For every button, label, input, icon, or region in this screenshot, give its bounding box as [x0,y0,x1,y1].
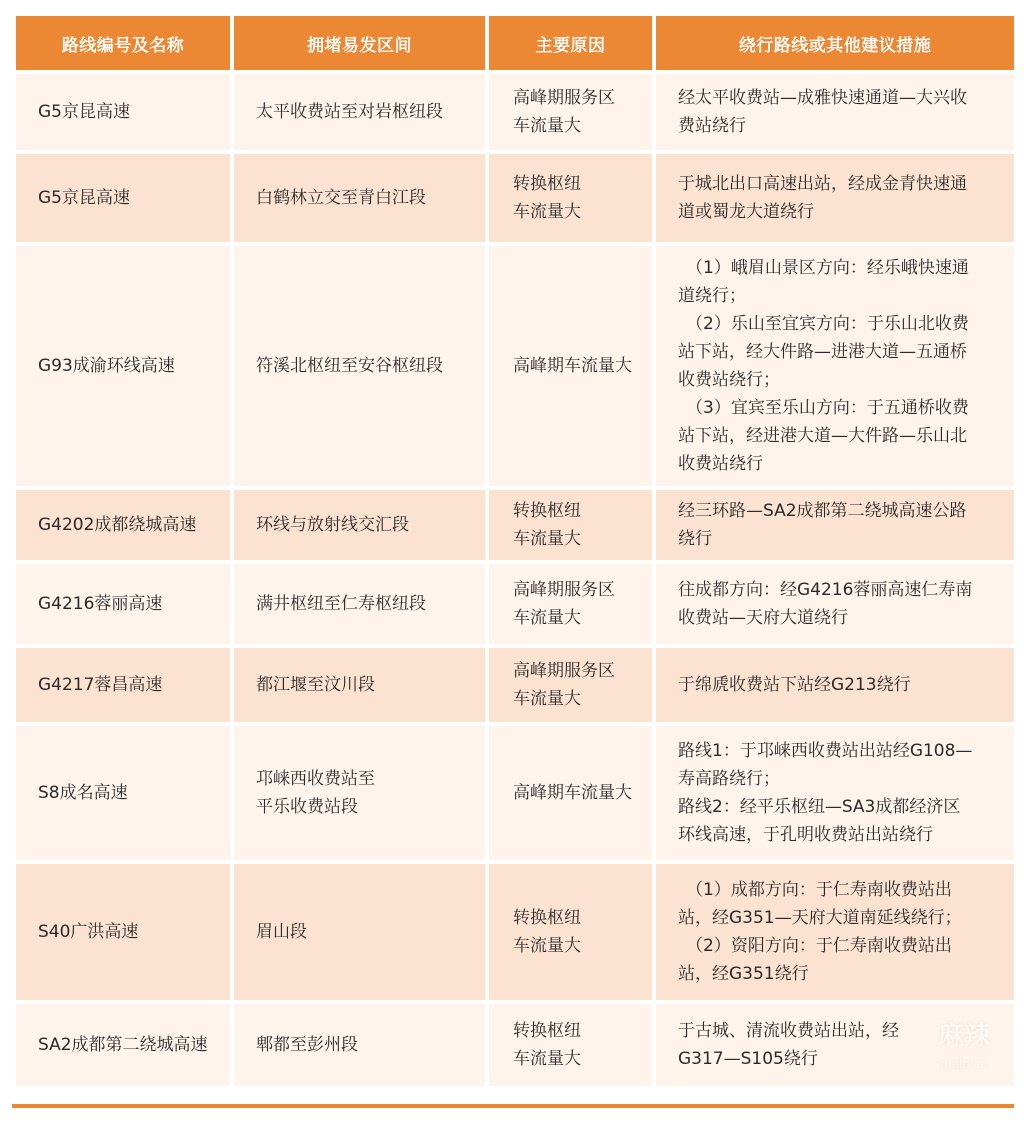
table-row [16,564,1014,644]
cell-text: 平乐收费站段 [256,797,358,817]
cell-text: S8成名高速 [38,783,128,803]
cell-route [16,154,230,242]
cell-text: 于城北出口高速出站，经成金青快速通 [678,174,967,194]
cell-route [16,864,230,1000]
cell-reason [489,74,652,150]
cell-text: （1）峨眉山景区方向：经乐峨快速通 [686,258,969,278]
table-row [16,74,1014,150]
cell-text: 车流量大 [513,116,581,136]
cell-advice [656,490,1014,560]
header-advice: 绕行路线或其他建议措施 [656,16,1014,70]
cell-text: 满井枢纽至仁寿枢纽段 [256,594,426,614]
cell-text: 车流量大 [513,1049,581,1069]
cell-text: 站，经G351—天府大道南延线绕行； [678,908,962,928]
cell-text: 收费站—天府大道绕行 [678,608,848,628]
cell-advice [656,726,1014,860]
cell-text: 眉山段 [256,922,307,942]
cell-route [16,564,230,644]
cell-text: 白鹤林立交至青白江段 [256,188,426,208]
cell-text: 太平收费站至对岩枢纽段 [256,102,443,122]
cell-advice [656,864,1014,1000]
cell-text: 寿高路绕行； [678,769,780,789]
bottom-divider [12,1104,1014,1108]
cell-reason [489,246,652,486]
cell-text: 站下站，经进港大道—大件路—乐山北 [678,426,967,446]
cell-text: 车流量大 [513,689,581,709]
cell-section [234,246,485,486]
cell-section [234,154,485,242]
cell-section [234,864,485,1000]
cell-text: 高峰期车流量大 [513,356,632,376]
cell-text: 环线与放射线交汇段 [256,515,409,535]
cell-text: （2）乐山至宜宾方向：于乐山北收费 [686,314,969,334]
cell-text: 路线1：于邛崃西收费站出站经G108— [678,741,973,761]
cell-text: 车流量大 [513,529,581,549]
cell-text: 车流量大 [513,608,581,628]
cell-reason [489,490,652,560]
cell-section [234,726,485,860]
cell-text: 绕行 [678,529,712,549]
cell-text: 道绕行； [678,286,746,306]
cell-route [16,726,230,860]
cell-text: 郫都至彭州段 [256,1035,358,1055]
table-row [16,648,1014,722]
cell-text: G4216蓉丽高速 [38,594,163,614]
cell-text: 高峰期服务区 [513,580,615,600]
cell-text: 高峰期服务区 [513,661,615,681]
table-row [16,490,1014,560]
cell-section [234,74,485,150]
cell-text: G4217蓉昌高速 [38,675,163,695]
cell-text: 高峰期服务区 [513,88,615,108]
cell-text: 往成都方向：经G4216蓉丽高速仁寿南 [678,580,973,600]
cell-advice [656,564,1014,644]
cell-text: 邛崃西收费站至 [256,769,375,789]
cell-reason [489,1004,652,1086]
cell-reason [489,648,652,722]
cell-text: 转换枢纽 [513,908,581,928]
table-row [16,726,1014,860]
cell-text: 于古城、清流收费站出站，经 [678,1021,899,1041]
cell-reason [489,864,652,1000]
table-header-row [16,16,1014,70]
table-row [16,1004,1014,1086]
cell-text: 经太平收费站—成雅快速通道—大兴收 [678,88,967,108]
cell-text: G93成渝环线高速 [38,356,175,376]
cell-section [234,490,485,560]
table-row [16,154,1014,242]
cell-text: 环线高速，于孔明收费站出站绕行 [678,825,933,845]
cell-text: 转换枢纽 [513,174,581,194]
cell-text: （3）宜宾至乐山方向：于五通桥收费 [686,398,969,418]
cell-text: 车流量大 [513,202,581,222]
cell-section [234,648,485,722]
traffic-congestion-table [12,12,1018,1090]
cell-route [16,1004,230,1086]
cell-section [234,564,485,644]
cell-advice [656,246,1014,486]
cell-text: G5京昆高速 [38,188,130,208]
watermark-main-text: 麻辣 [937,1021,990,1051]
cell-text: 收费站绕行； [678,370,780,390]
cell-text: 符溪北枢纽至安谷枢纽段 [256,356,443,376]
cell-text: 于绵虒收费站下站经G213绕行 [678,675,911,695]
cell-text: 道或蜀龙大道绕行 [678,202,814,222]
watermark-sub-text: malo.cn [940,1057,988,1071]
cell-advice [656,1004,1014,1086]
cell-reason [489,564,652,644]
table-row [16,246,1014,486]
cell-text: 收费站绕行 [678,454,763,474]
cell-text: 转换枢纽 [513,501,581,521]
cell-text: 高峰期车流量大 [513,783,632,803]
cell-text: 都江堰至汶川段 [256,675,375,695]
cell-text: （1）成都方向：于仁寿南收费站出 [686,880,952,900]
cell-text: G4202成都绕城高速 [38,515,197,535]
header-section: 拥堵易发区间 [234,16,485,70]
cell-text: 路线2：经平乐枢纽—SA3成都经济区 [678,797,961,817]
cell-advice [656,74,1014,150]
cell-route [16,246,230,486]
cell-route [16,74,230,150]
cell-text: S40广洪高速 [38,922,139,942]
cell-advice [656,648,1014,722]
cell-text: 站，经G351绕行 [678,964,809,984]
cell-section [234,1004,485,1086]
cell-text: 经三环路—SA2成都第二绕城高速公路 [678,501,967,521]
cell-reason [489,726,652,860]
cell-text: 费站绕行 [678,116,746,136]
cell-text: SA2成都第二绕城高速 [38,1035,208,1055]
cell-text: G317—S105绕行 [678,1049,818,1069]
table-row [16,864,1014,1000]
cell-text: 转换枢纽 [513,1021,581,1041]
cell-route [16,490,230,560]
cell-route [16,648,230,722]
cell-text: 站下站，经大件路—进港大道—五通桥 [678,342,967,362]
header-reason: 主要原因 [489,16,652,70]
cell-text: （2）资阳方向：于仁寿南收费站出 [686,936,952,956]
cell-text: G5京昆高速 [38,102,130,122]
cell-text: 车流量大 [513,936,581,956]
cell-advice [656,154,1014,242]
cell-reason [489,154,652,242]
header-route: 路线编号及名称 [16,16,230,70]
